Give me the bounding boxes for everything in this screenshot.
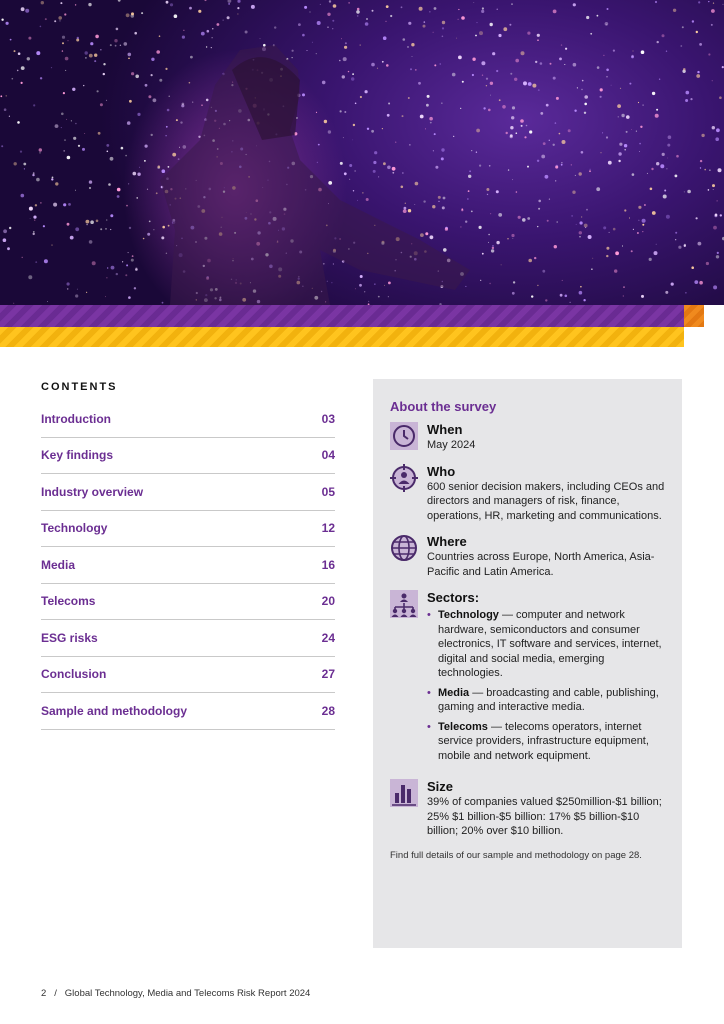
sectors-heading: Sectors:: [427, 590, 480, 605]
report-title: Global Technology, Media and Telecoms Risk Report 2024: [64, 988, 311, 999]
toc-page-number: 20: [321, 594, 335, 609]
toc-label: Telecoms: [41, 594, 96, 609]
toc-row[interactable]: [41, 438, 335, 475]
toc-label: Key findings: [41, 448, 114, 463]
toc-page-number: 03: [321, 411, 335, 426]
toc-row[interactable]: [41, 474, 335, 511]
toc-label: ESG risks: [41, 630, 98, 645]
section-where: [390, 534, 666, 579]
toc-page-number: 05: [321, 484, 335, 499]
who-heading: Who: [427, 463, 456, 479]
about-title: About the survey: [390, 399, 497, 414]
section-who: [390, 464, 666, 524]
sector-desc: — broadcasting and cable, publishing, gaming and interactive media.: [438, 686, 659, 713]
sectors-list: [427, 608, 666, 763]
page-footer: [41, 988, 310, 999]
toc-label: Introduction: [41, 411, 111, 426]
toc-row[interactable]: [41, 657, 335, 694]
hero-illustration: [0, 0, 724, 305]
list-item: [427, 686, 666, 715]
decorative-stripe-orange: [684, 305, 704, 327]
target-person-icon: [390, 464, 418, 492]
toc-label: Technology: [41, 521, 108, 536]
methodology-footnote: Find full details of our sample and methodology on page 28.: [390, 849, 642, 861]
hero-image: [0, 0, 724, 305]
section-sectors: [390, 590, 666, 768]
toc-label: Industry overview: [41, 484, 144, 499]
toc-row[interactable]: [41, 693, 335, 730]
size-heading: Size: [427, 779, 454, 794]
toc-list: [41, 401, 335, 730]
page-number: 2: [41, 988, 47, 999]
globe-icon: [390, 534, 418, 562]
bar-chart-icon: [390, 779, 418, 807]
section-when: [390, 422, 666, 453]
toc-page-number: 28: [321, 703, 335, 718]
toc-row[interactable]: [41, 511, 335, 548]
about-survey-panel: [373, 379, 682, 948]
table-of-contents: [41, 381, 335, 730]
section-size: [390, 779, 666, 839]
decorative-stripe-yellow: [0, 327, 684, 347]
org-chart-icon: [390, 590, 418, 618]
decorative-stripe-purple: [0, 305, 684, 327]
where-text: Countries across Europe, North America, Asia-Pacific and Latin America.: [427, 551, 655, 578]
contents-title: CONTENTS: [41, 381, 118, 393]
toc-row[interactable]: [41, 620, 335, 657]
toc-label: Media: [41, 557, 76, 572]
who-text: 600 senior decision makers, including CEOs and directors and managers of risk, finance, operations, HR, marketing and communications.: [427, 480, 665, 522]
when-heading: When: [427, 422, 463, 437]
sector-name: Telecoms: [438, 720, 488, 733]
sector-name: Media: [438, 686, 470, 699]
size-text: 39% of companies valued $250million-$1 billion; 25% $1 billion-$5 billion: 17% $5 billion-$10 billion; 20% over $10 billion.: [427, 796, 662, 837]
toc-row[interactable]: [41, 584, 335, 621]
sector-desc: — telecoms operators, internet service providers, infrastructure equipment, mobile and network equipment.: [438, 720, 649, 762]
list-item: [427, 720, 666, 764]
toc-page-number: 12: [321, 521, 335, 536]
figure-silhouette: [160, 45, 470, 305]
toc-page-number: 04: [321, 448, 335, 463]
toc-row[interactable]: [41, 547, 335, 584]
toc-row[interactable]: [41, 401, 335, 438]
toc-page-number: 24: [321, 630, 335, 645]
toc-label: Sample and methodology: [41, 703, 188, 718]
toc-page-number: 27: [321, 667, 335, 682]
sector-desc: — computer and network hardware, semiconductors and consumer electronics, IT software and services, internet, digital and social media, emerging technologies.: [438, 609, 662, 679]
toc-label: Conclusion: [41, 667, 107, 682]
clock-icon: [390, 422, 418, 450]
footer-separator: /: [54, 988, 57, 999]
when-text: May 2024: [427, 439, 476, 451]
list-item: [427, 608, 666, 681]
toc-page-number: 16: [321, 557, 335, 572]
sector-name: Technology: [438, 609, 499, 621]
where-heading: Where: [427, 534, 467, 549]
